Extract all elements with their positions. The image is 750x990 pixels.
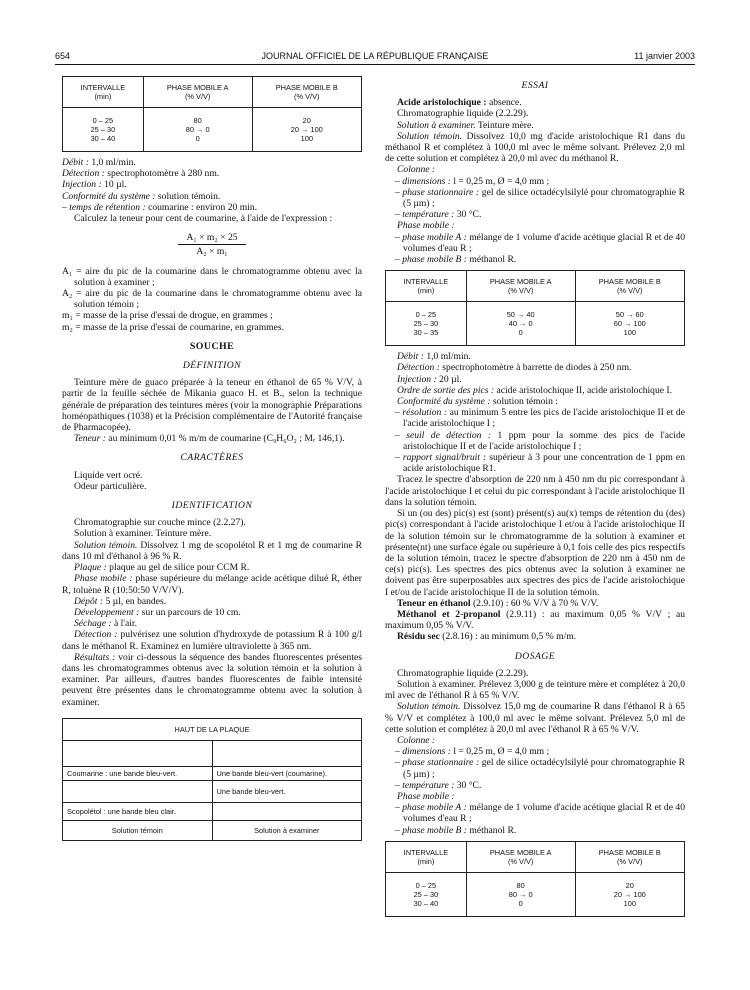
dosage-phase-stat-label: – phase stationnaire : <box>395 757 480 769</box>
seuil-label: – seuil de détection : <box>395 429 492 441</box>
gradient-table-left <box>62 76 362 152</box>
dosage-pma-value: mélange de 1 volume d'acide acétique glacial R et de 40 volumes d'eau R ; <box>403 802 685 825</box>
si-paragraph: Si un (ou des) pic(s) est (sont) présent(s) au(x) temps de rétention du (des) pic(s) correspondant à l'acide aristolochique I et/ou à l'acide aristolochique II de la solution témoin sur le chromatogramme de la solution à examiner et présente(nt) une surface égale ou supérieure à 0,1 fois celle des pics respectifs de la solution témoin, tracez le spectre d'absorption de 220 nm à 450 nm de ce(s) pic(s). Les spectres des pics obtenus avec la solution à examiner ne doivent pas être superposables aux spectres des pics de l'acide aristolochique I et/ou de l'acide aristolochique II de la solution témoin. <box>385 508 685 598</box>
right-column <box>385 76 685 917</box>
ident-temoin-text: Dissolvez 1 mg de scopolétol R et 1 mg de coumarine R dans 10 ml d'éthanol à 96 % R. <box>62 539 363 562</box>
table-cell-phase-b: 50 → 60 60 → 100 100 <box>575 302 684 346</box>
dosage-pmb-label: – phase mobile B : <box>395 824 467 836</box>
caracteres-line-2: Odeur particulière. <box>74 480 147 492</box>
plate-coumarine: Coumarine : une bande bleu-vert. <box>63 766 213 780</box>
legend-a1: A₁ = aire du pic de la coumarine dans le chromatogramme obtenu avec la solution à examiner ; <box>62 265 362 288</box>
table-cell-phase-a: 80 80 → 0 0 <box>143 108 252 152</box>
pma-label: – phase mobile A : <box>395 231 467 243</box>
gradient-table-essai <box>385 270 685 346</box>
issue-date: 11 janvier 2003 <box>634 51 695 61</box>
dims-value: l = 0,25 m, Ø = 4,0 mm ; <box>450 175 550 187</box>
detection-value: spectrophotomètre à barrette de diodes à 250 nm. <box>439 362 632 374</box>
developpement-label: Développement : <box>74 606 140 618</box>
temp-value: 30 °C. <box>454 209 482 221</box>
table-header-phase-b: PHASE MOBILE B (% V/V) <box>252 77 361 108</box>
table-header-phase-b: PHASE MOBILE B (% V/V) <box>575 841 684 872</box>
debit-value: 1,0 ml/min. <box>423 351 471 363</box>
plate-left-empty-2 <box>63 780 213 802</box>
plate-scopoletol: Scopolétol : une bande bleu clair. <box>63 802 213 820</box>
temps-label: – temps de rétention : <box>62 201 146 213</box>
acide-value: absence. <box>486 97 522 109</box>
dosage-heading: DOSAGE <box>514 650 556 662</box>
definition-heading: DÉFINITION <box>182 360 242 372</box>
plate-right-empty-1 <box>212 740 362 766</box>
souche-heading: SOUCHE <box>189 340 235 352</box>
dosage-sol-exam: Solution à examiner. Prélevez 3,000 g de teinture mère et complétez à 20,0 ml avec de l'éthanol R à 65 % V/V. <box>385 678 685 702</box>
conformite-value: solution témoin. <box>155 190 221 202</box>
resultats-label: Résultats : <box>74 651 116 663</box>
dosage-sol-temoin-label: Solution témoin. <box>397 701 461 713</box>
calc-paragraph: Calculez la teneur pour cent de coumarine, à l'aide de l'expression : <box>74 213 333 225</box>
teneur-value: au minimum 0,01 % m/m de coumarine (C₉H₆O₂ ; Mᵣ 146,1). <box>105 433 345 445</box>
legend-m2: m₂ = masse de la prise d'essai de coumarine, en grammes. <box>62 321 285 333</box>
plate-right-empty-2 <box>212 802 362 820</box>
teneur-label: Teneur : <box>74 433 106 445</box>
pmb-label: – phase mobile B : <box>395 254 467 266</box>
plaque-label: Plaque : <box>74 562 107 574</box>
rapport-label: – rapport signal/bruit : <box>395 452 487 464</box>
caracteres-heading: CARACTÈRES <box>180 452 244 464</box>
legend-a2: A₂ = aire du pic de la coumarine dans le chromatogramme obtenu avec la solution témoin ; <box>62 288 362 311</box>
plate-table <box>62 718 362 841</box>
phase-label: Phase mobile : <box>74 573 133 585</box>
plate-foot-temoin: Solution témoin <box>63 820 213 840</box>
methanol-label: Méthanol et 2-propanol <box>397 608 501 620</box>
table-cell-interval: 0 – 25 25 – 30 30 – 40 <box>386 872 467 916</box>
resolution-label: – résolution : <box>395 407 448 419</box>
identification-heading: IDENTIFICATION <box>171 500 253 512</box>
colonne-label: Colonne : <box>397 164 436 176</box>
definition-paragraph: Teinture mère de guaco préparée à la teneur en éthanol de 65 % V/V, à partir de la feuille séchée de Mikania guaco H. et B., selon la technique générale de préparation des teintures mères (voir la monographie Préparations homéopathiques (1038) et la Précision complémentaire de l'Autorité française de Pharmacopée). <box>62 377 362 434</box>
dosage-temp-label: – température : <box>395 779 455 791</box>
pmb-value: méthanol R. <box>466 254 517 266</box>
conformite-label: Conformité du système : <box>62 190 156 202</box>
ident-line-2: Solution à examiner. Teinture mère. <box>74 528 212 540</box>
dims-label: – dimensions : <box>395 175 451 187</box>
ordre-label: Ordre de sortie des pics : <box>397 384 495 396</box>
formula-denominator: A₂ × m₁ <box>196 246 228 258</box>
resultats-value: voir ci-dessous la séquence des bandes fluorescentes présentes dans les chromatogrammes obtenus avec la solution témoin et la solution à examiner. Par ailleurs, d'autres bandes fluorescentes de faible intensité peuvent être présentes dans le chromatogramme obtenu avec la solution à examiner. <box>62 651 362 708</box>
temps-value: coumarine : environ 20 min. <box>145 201 258 213</box>
formula-numerator: A₁ × m₂ × 25 <box>178 232 245 245</box>
developpement-value: sur un parcours de 10 cm. <box>139 606 241 618</box>
methanol-value: (2.9.11) : au maximum 0,05 % V/V ; au maximum 0,05 % V/V. <box>385 608 685 632</box>
dosage-dims-value: l = 0,25 m, Ø = 4,0 mm ; <box>450 746 550 758</box>
ordre-value: acide aristolochique II, acide aristolochique I. <box>494 384 673 396</box>
table-header-interval: INTERVALLE (min) <box>386 841 467 872</box>
injection-value: 20 µl. <box>436 373 462 385</box>
teneur-ethanol-label: Teneur en éthanol <box>397 597 471 609</box>
sol-exam-label: Solution à examiner. <box>397 119 476 131</box>
left-column <box>62 76 362 841</box>
phase-mob-label: Phase mobile : <box>397 220 455 232</box>
dosage-temp-value: 30 °C. <box>454 779 482 791</box>
dosage-dims-label: – dimensions : <box>395 746 451 758</box>
sol-temoin-value: Dissolvez 10,0 mg d'acide aristolochique R1 dans du méthanol R et complétez à 100,0 ml avec le même solvant. Prélevez 2,0 ml de cette solution et complétez à 20,0 ml avec du méthanol R. <box>385 130 685 165</box>
dosage-colonne-label: Colonne : <box>397 734 436 746</box>
plate-exam-coumarine: Une bande bleu-vert (coumarine). <box>212 766 362 780</box>
journal-title: JOURNAL OFFICIEL DE LA RÉPUBLIQUE FRANÇAISE <box>261 51 489 61</box>
table-header-interval: INTERVALLE (min) <box>386 271 467 302</box>
sol-temoin-label: Solution témoin. <box>397 130 463 142</box>
injection-label: Injection : <box>62 179 102 191</box>
detection2-value: pulvérisez une solution d'hydroxyde de potassium R à 100 g/l dans le méthanol R. Examinez en lumière ultraviolette à 365 nm. <box>62 629 362 652</box>
caracteres-line-1: Liquide vert ocré. <box>74 469 143 481</box>
table-cell-phase-b: 20 20 → 100 100 <box>252 108 361 152</box>
temp-label: – température : <box>395 209 455 221</box>
ident-temoin-label: Solution témoin. <box>74 539 138 551</box>
table-cell-phase-a: 80 80 → 0 0 <box>466 872 575 916</box>
plate-foot-examiner: Solution à examiner <box>212 820 362 840</box>
detection-label: Détection : <box>62 168 105 180</box>
phase-stat-value: gel de silice octadécylsilylé pour chromatographie R (5 µm) ; <box>403 186 685 210</box>
table-cell-interval: 0 – 25 25 – 30 30 – 40 <box>63 108 144 152</box>
header-rule <box>55 64 695 65</box>
table-cell-phase-b: 20 20 → 100 100 <box>575 872 684 916</box>
plate-exam-band: Une bande bleu-vert. <box>212 780 362 802</box>
dosage-sol-temoin-value: Dissolvez 15,0 mg de coumarine R dans l'éthanol R à 65 % V/V et complétez à 100,0 ml avec le même solvant. Prélevez 5,0 ml de cette solution et complétez à 20,0 ml avec l'éthanol R à 65 % V/V. <box>385 701 685 735</box>
phase-value: phase supérieure du mélange acide acétique dilué R, éther R, toluène R (10:50:50 V/V/V). <box>62 573 362 596</box>
ident-line-1: Chromatographie sur couche mince (2.2.27). <box>74 517 246 529</box>
table-cell-phase-a: 50 → 40 40 → 0 0 <box>466 302 575 346</box>
formula <box>62 232 362 257</box>
plate-left-empty-1 <box>63 740 213 766</box>
debit-label: Débit : <box>62 157 89 168</box>
detection2-label: Détection : <box>74 629 118 641</box>
injection-value: 10 µl. <box>101 179 127 191</box>
depot-value: 5 µl, en bandes. <box>103 595 167 607</box>
conformite-label: Conformité du système : <box>397 396 491 408</box>
table-header-phase-a: PHASE MOBILE A (% V/V) <box>143 77 252 108</box>
plate-top: HAUT DE LA PLAQUE <box>63 718 362 740</box>
plaque-value: plaque au gel de silice pour CCM R. <box>106 562 250 574</box>
pma-value: mélange de 1 volume d'acide acétique glacial R et de 40 volumes d'eau R ; <box>403 231 685 254</box>
legend-m1: m₁ = masse de la prise d'essai de drogue, en grammes ; <box>62 310 273 322</box>
residu-value: (2.8.16) : au minimum 0,5 % m/m. <box>439 631 577 643</box>
page-number: 654 <box>55 51 71 61</box>
debit-value: 1,0 ml/min. <box>88 157 136 168</box>
teneur-ethanol-value: (2.9.10) : 60 % V/V à 70 % V/V. <box>470 597 599 609</box>
sechage-value: à l'air. <box>111 618 137 630</box>
page-header <box>55 51 695 65</box>
debit-label: Débit : <box>397 351 424 363</box>
depot-label: Dépôt : <box>74 595 104 607</box>
injection-label: Injection : <box>397 373 437 385</box>
conformite-value: solution témoin : <box>490 396 558 408</box>
table-header-phase-a: PHASE MOBILE A (% V/V) <box>466 841 575 872</box>
trace-paragraph: Tracez le spectre d'absorption de 220 nm à 450 nm du pic correspondant à l'acide aristolochique I et celui du pic correspondant à l'acide aristolochique II dans la solution témoin. <box>385 474 685 508</box>
sol-exam-value: Teinture mère. <box>475 119 534 131</box>
rapport-value: supérieur à 3 pour une concentration de 1 ppm en acide aristolochique R1. <box>403 452 685 475</box>
dosage-pma-label: – phase mobile A : <box>395 802 467 814</box>
resolution-value: au minimum 5 entre les pics de l'acide aristolochique II et de l'acide aristolochique I ; <box>403 407 685 430</box>
dosage-pmb-value: méthanol R. <box>466 824 517 836</box>
acide-label: Acide aristolochique : <box>397 97 487 109</box>
essai-heading: ESSAI <box>521 80 549 91</box>
essai-chrom: Chromatographie liquide (2.2.29). <box>397 108 529 120</box>
gradient-table-dosage <box>385 841 685 917</box>
sechage-label: Séchage : <box>74 618 112 630</box>
detection-value: spectrophotomètre à 280 nm. <box>104 168 220 180</box>
residu-label: Résidu sec <box>397 631 440 643</box>
table-cell-interval: 0 – 25 25 – 30 30 – 35 <box>386 302 467 346</box>
detection-label: Détection : <box>397 362 440 374</box>
phase-stat-label: – phase stationnaire : <box>395 186 480 198</box>
seuil-value: 1 ppm pour la somme des pics de l'acide aristolochique II et de l'acide aristolochique I ; <box>403 429 686 452</box>
dosage-phase-mob-label: Phase mobile : <box>397 790 455 802</box>
table-header-interval: INTERVALLE (min) <box>63 77 144 108</box>
table-header-phase-b: PHASE MOBILE B (% V/V) <box>575 271 684 302</box>
dosage-phase-stat-value: gel de silice octadécylsilylé pour chromatographie R (5 µm) ; <box>403 757 685 780</box>
dosage-chrom: Chromatographie liquide (2.2.29). <box>397 667 529 679</box>
table-header-phase-a: PHASE MOBILE A (% V/V) <box>466 271 575 302</box>
